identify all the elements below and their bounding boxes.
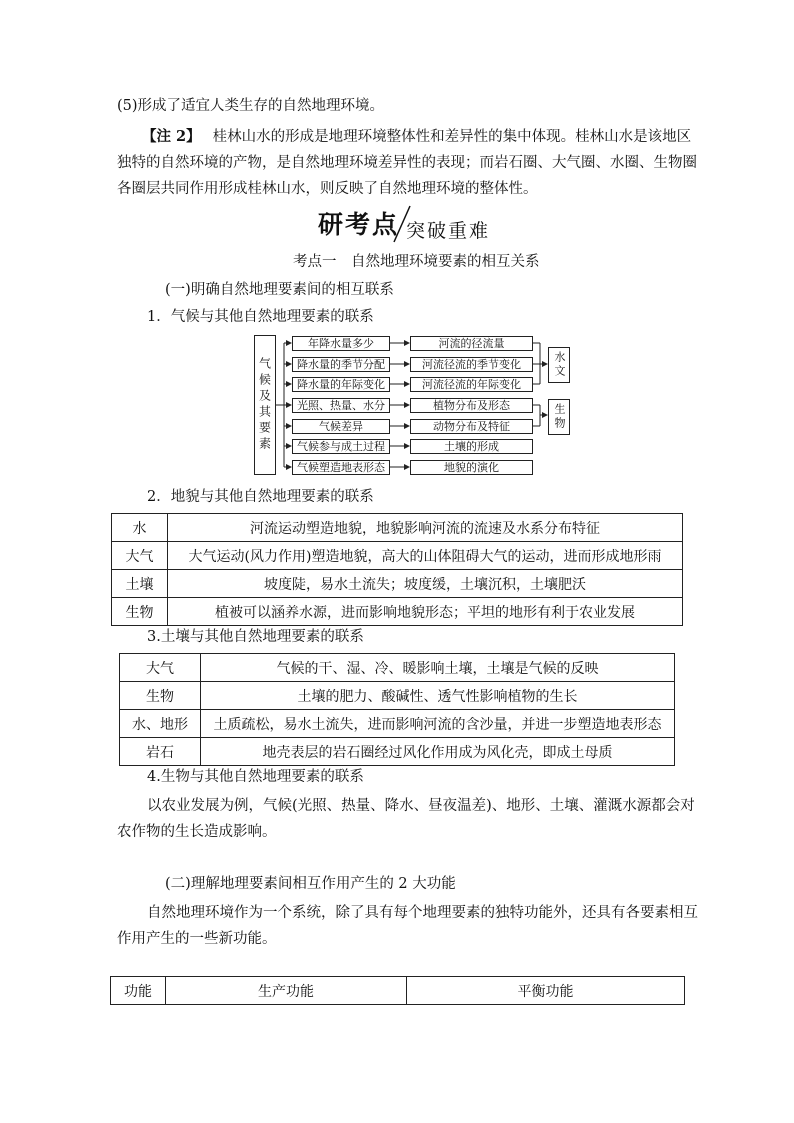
paragraph-4-line-2: 农作物的生长造成影响。 xyxy=(117,824,277,840)
group-hydrology: 水文 xyxy=(548,347,570,383)
diagram-left-label: 气候及其要素 xyxy=(254,335,276,475)
table-cell-value: 河流运动塑造地貌，地貌影响河流的流速及水系分布特征 xyxy=(168,514,683,542)
function-table xyxy=(110,976,685,1005)
cause-box: 气候参与成土过程 xyxy=(292,439,390,454)
table-header-function: 功能 xyxy=(111,977,166,1005)
cause-box: 降水量的年际变化 xyxy=(292,377,390,392)
table-cell-value: 植被可以涵养水源，进而影响地貌形态；平坦的地形有利于农业发展 xyxy=(168,598,683,626)
table-cell-key: 水 xyxy=(112,514,168,542)
table-cell-key: 大气 xyxy=(112,542,168,570)
subheading-4: 4.生物与其他自然地理要素的联系 xyxy=(147,769,364,785)
table-cell-key: 大气 xyxy=(120,654,201,682)
cause-box: 年降水量多少 xyxy=(292,336,390,351)
note-2-line-2: 独特的自然环境的产物，是自然地理环境差异性的表现；而岩石圈、大气圈、水圈、生物圈 xyxy=(117,155,697,171)
table-cell-value: 土壤的肥力、酸碱性、透气性影响植物的生长 xyxy=(201,682,675,710)
subheading-3: 3.土壤与其他自然地理要素的联系 xyxy=(147,629,364,645)
part-1-heading: (一)明确自然地理要素间的相互联系 xyxy=(165,282,394,298)
note-label: 【注 2】 xyxy=(142,128,201,145)
effect-box: 植物分布及形态 xyxy=(410,398,533,413)
table-cell-value: 坡度陡，易水土流失；坡度缓，土壤沉积，土壤肥沃 xyxy=(168,570,683,598)
table-cell-key: 岩石 xyxy=(120,738,201,766)
effect-box: 地貌的演化 xyxy=(410,460,533,475)
table-cell-key: 生物 xyxy=(120,682,201,710)
table-cell-key: 土壤 xyxy=(112,570,168,598)
subheading-2: 2．地貌与其他自然地理要素的联系 xyxy=(147,489,374,505)
effect-box: 河流的径流量 xyxy=(410,336,533,351)
table-cell-key: 生物 xyxy=(112,598,168,626)
table-cell-value: 地壳表层的岩石圈经过风化作用成为风化壳，即成土母质 xyxy=(201,738,675,766)
banner-left: 研考点 xyxy=(318,210,400,239)
effect-box: 土壤的形成 xyxy=(410,439,533,454)
paragraph-4-line-1: 以农业发展为例，气候(光照、热量、降水、昼夜温差)、地形、土壤、灌溉水源都会对 xyxy=(147,798,695,814)
section-title: 考点一 自然地理环境要素的相互关系 xyxy=(293,254,540,270)
note-2-line-1 xyxy=(142,127,691,147)
item-5: (5)形成了适宜人类生存的自然地理环境。 xyxy=(117,98,385,114)
note-2-line-3: 各圈层共同作用形成桂林山水，则反映了自然地理环境的整体性。 xyxy=(117,181,538,197)
paragraph-5-line-1: 自然地理环境作为一个系统，除了具有每个地理要素的独特功能外，还具有各要素相互 xyxy=(147,905,698,921)
soil-table xyxy=(119,653,675,766)
group-biology: 生物 xyxy=(548,399,570,435)
table-header-production: 生产功能 xyxy=(166,977,407,1005)
table-header-balance: 平衡功能 xyxy=(407,977,685,1005)
table-cell-key: 水、地形 xyxy=(120,710,201,738)
climate-diagram xyxy=(250,333,580,479)
cause-box: 降水量的季节分配 xyxy=(292,357,390,372)
table-cell-value: 大气运动(风力作用)塑造地貌，高大的山体阻碍大气的运动，进而形成地形雨 xyxy=(168,542,683,570)
banner-right: 突破重难 xyxy=(406,220,491,242)
landform-table xyxy=(111,513,683,626)
effect-box: 河流径流的年际变化 xyxy=(410,377,533,392)
table-cell-value: 土质疏松，易水土流失，进而影响河流的含沙量，并进一步塑造地表形态 xyxy=(201,710,675,738)
cause-box: 光照、热量、水分 xyxy=(292,398,390,413)
effect-box: 动物分布及特征 xyxy=(410,419,533,434)
table-cell-value: 气候的干、湿、冷、暖影响土壤，土壤是气候的反映 xyxy=(201,654,675,682)
part-2-heading: (二)理解地理要素间相互作用产生的 2 大功能 xyxy=(165,876,456,892)
note-text-1: 桂林山水的形成是地理环境整体性和差异性的集中体现。桂林山水是该地区 xyxy=(212,129,692,145)
subheading-1: 1．气候与其他自然地理要素的联系 xyxy=(147,309,374,325)
effect-box: 河流径流的季节变化 xyxy=(410,357,533,372)
cause-box: 气候塑造地表形态 xyxy=(292,460,390,475)
paragraph-5-line-2: 作用产生的一些新功能。 xyxy=(117,931,277,947)
cause-box: 气候差异 xyxy=(292,419,390,434)
